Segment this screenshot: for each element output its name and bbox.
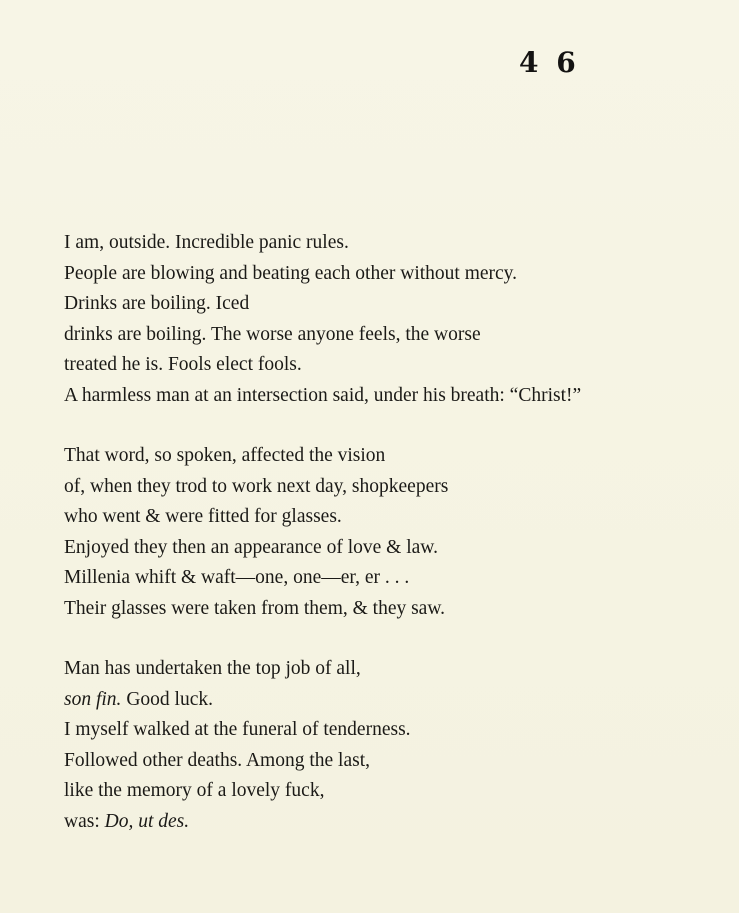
line-text: drinks are boiling. The worse anyone feels, the worse: [64, 323, 481, 345]
line-text: Followed other deaths. Among the last,: [64, 749, 371, 771]
line-text: Enjoyed they then an appearance of love & law.: [64, 536, 438, 558]
stanza-3: [64, 654, 724, 837]
poem-line: [64, 533, 724, 564]
line-text: was:: [64, 810, 105, 832]
poem-line: [64, 685, 724, 716]
poem-line: [64, 320, 724, 351]
stanza-2: [64, 441, 724, 624]
poem-line: [64, 563, 724, 594]
poem-line: [64, 441, 724, 472]
poem-line: [64, 654, 724, 685]
line-text: That word, so spoken, affected the vision: [64, 445, 386, 466]
stanza-1: [64, 228, 724, 411]
poem-line: [64, 259, 724, 290]
line-text: who went & were fitted for glasses.: [64, 506, 342, 527]
line-text: Their glasses were taken from them, & they saw.: [64, 597, 446, 619]
line-text: I am, outside. Incredible panic rules.: [64, 232, 349, 253]
poem-line: [64, 502, 724, 533]
line-text: Man has undertaken the top job of all,: [64, 658, 361, 679]
poem-line: [64, 289, 724, 320]
line-text: of, when they trod to work next day, shopkeepers: [64, 475, 449, 497]
poem-line: [64, 594, 724, 625]
poem-line: [64, 381, 724, 412]
line-text: People are blowing and beating each other without mercy.: [64, 262, 518, 284]
line-text: Good luck.: [121, 688, 213, 710]
italic-text: son fin.: [64, 688, 122, 710]
poem-body: [64, 228, 724, 837]
poem-line: [64, 746, 724, 777]
line-text: I myself walked at the funeral of tenderness.: [64, 719, 411, 740]
poem-line: [64, 350, 724, 381]
poem-line: [64, 715, 724, 746]
line-text: Drinks are boiling. Iced: [64, 293, 250, 314]
line-text: Millenia whift & waft—one, one—er, er . . .: [64, 567, 410, 588]
page-number: 4 6: [519, 46, 580, 79]
poem-line: [64, 228, 724, 259]
italic-text: Do, ut des.: [104, 810, 190, 832]
poem-line: [64, 807, 724, 838]
line-text: treated he is. Fools elect fools.: [64, 354, 302, 375]
line-text: A harmless man at an intersection said, under his breath: “Christ!”: [64, 384, 582, 406]
poem-line: [64, 776, 724, 807]
line-text: like the memory of a lovely fuck,: [64, 780, 325, 801]
poem-line: [64, 472, 724, 503]
